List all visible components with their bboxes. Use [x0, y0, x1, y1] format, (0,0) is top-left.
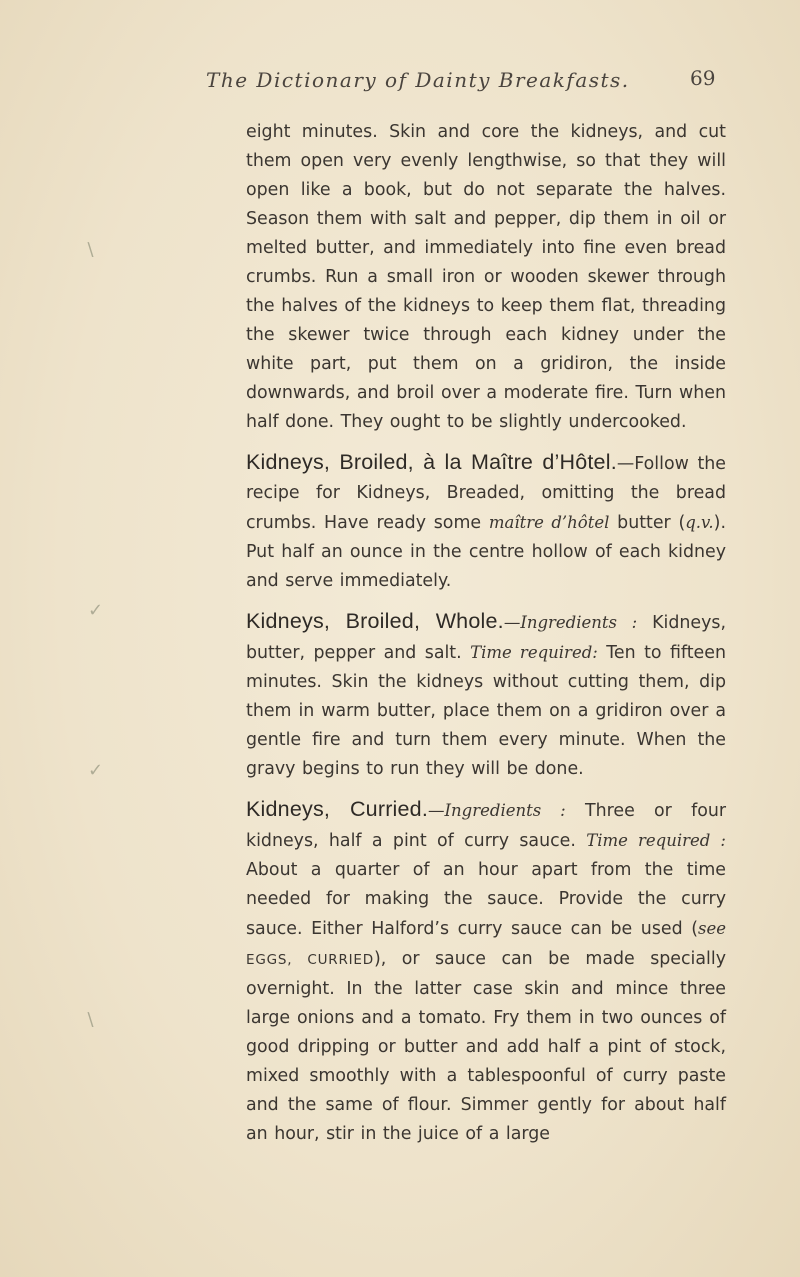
ingredients-label: —Ingredients : [503, 613, 638, 632]
cross-reference: q.v. [685, 513, 714, 532]
entry-text: butter ( [609, 513, 686, 533]
ingredients-text: Kidneys, butter, pepper and salt. [246, 613, 726, 663]
entry-text: ). Put half an ounce in the centre hollow of each kidney and serve immediately. [246, 513, 726, 591]
paragraph-continuation [246, 118, 726, 437]
time-label: Time required: [470, 643, 598, 662]
entry-kidneys-broiled-whole [246, 607, 726, 784]
entry-text: About a quarter of an hour apart from the time needed for making the sauce. Provide the curry sauce. Either Halford’s curry sauce can be used ( [246, 860, 726, 939]
cross-reference: EGGS, CURRIED [246, 952, 374, 968]
entry-text: ), or sauce can be made specially overnight. In the latter case skin and mince three large onions and a tomato. Fry them in two ounces of good dripping or butter and add half a pint of stock, mixed smoothly with a tablespoonful of curry paste and the same of flour. Simmer gently for about half an hour, stir in the juice of a large [246, 949, 727, 1144]
running-header: The Dictionary of Dainty Breakfasts. [206, 68, 630, 92]
margin-mark: ∖ [84, 240, 96, 261]
margin-mark: ✓ [88, 760, 104, 781]
entry-title: Kidneys, Broiled, à la Maître d’Hôtel. [246, 450, 617, 474]
entry-kidneys-maitre-d-hotel [246, 448, 726, 596]
entry-text: Ten to fifteen minutes. Skin the kidneys without cutting them, dip them in warm butter, place them on a gridiron over a gentle fire and turn them every minute. When the gravy begins to run they will be done. [246, 643, 726, 779]
margin-mark: ✓ [88, 600, 104, 621]
margin-mark: ∖ [84, 1010, 96, 1031]
time-label: Time required : [586, 831, 726, 850]
paragraph-text: eight minutes. Skin and core the kidneys, and cut them open very evenly lengthwise, so that they will open like a book, but do not separate the halves. Season them with salt and pepper, dip them in oil or melted butter, and immediately into fine even bread crumbs. Run a small iron or wooden skewer through the halves of the kidneys to keep them flat, threading the skewer twice through each kidney under the white part, put them on a gridiron, the inside downwards, and broil over a moderate fire. Turn when half done. They ought to be slightly undercooked. [246, 122, 726, 432]
italic-term: maître d’hôtel [488, 513, 610, 532]
entry-title: Kidneys, Broiled, Whole. [246, 609, 504, 633]
body-text [246, 118, 726, 1149]
ingredients-text: Three or four kidneys, half a pint of curry sauce. [246, 801, 727, 851]
entry-text: —Follow the recipe for Kidneys, Breaded, omitting the bread crumbs. Have ready some [246, 454, 726, 533]
entry-kidneys-curried [246, 795, 726, 1149]
see-label: see [698, 919, 726, 938]
entry-title: Kidneys, Curried. [246, 797, 429, 821]
ingredients-label: —Ingredients : [428, 801, 566, 820]
page-number: 69 [690, 66, 716, 90]
